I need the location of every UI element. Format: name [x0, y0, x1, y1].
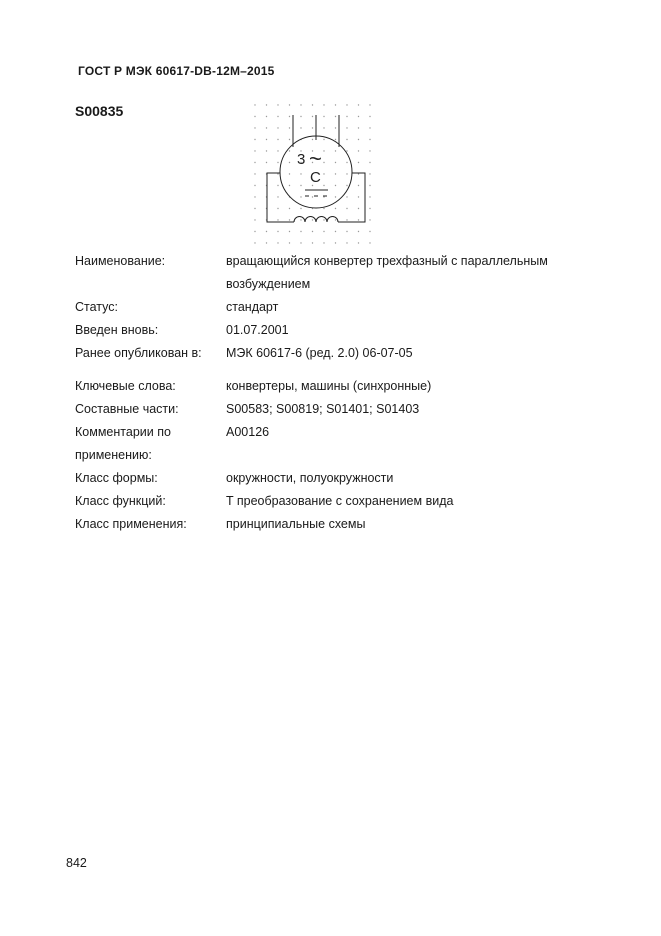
- grid-dot: [335, 104, 336, 105]
- grid-dot: [300, 104, 301, 105]
- grid-dot: [312, 139, 313, 140]
- grid-dot: [254, 139, 255, 140]
- grid-dot: [346, 104, 347, 105]
- field-value: окружности, полуокружности: [226, 471, 394, 485]
- field-value: T преобразование с сохранением вида: [226, 494, 454, 508]
- grid-dot: [266, 104, 267, 105]
- field-value: вращающийся конвертер трехфазный с параллельным возбуждением: [226, 254, 548, 291]
- grid-dot: [254, 185, 255, 186]
- field-value: МЭК 60617-6 (ред. 2.0) 06-07-05: [226, 346, 413, 360]
- grid-dot: [277, 231, 278, 232]
- section-spacer: [75, 365, 595, 375]
- grid-dot: [323, 116, 324, 117]
- grid-dot: [300, 196, 301, 197]
- grid-dot: [358, 162, 359, 163]
- grid-dot: [254, 127, 255, 128]
- grid-dot: [277, 162, 278, 163]
- grid-dot: [335, 231, 336, 232]
- grid-dot: [289, 139, 290, 140]
- grid-dot: [300, 116, 301, 117]
- grid-dot: [289, 185, 290, 186]
- grid-dot: [254, 162, 255, 163]
- grid-dot: [323, 104, 324, 105]
- grid-dot: [254, 231, 255, 232]
- field-label: Комментарии по применению:: [75, 425, 171, 462]
- grid-dot: [266, 162, 267, 163]
- grid-dot: [289, 127, 290, 128]
- grid-dot: [277, 185, 278, 186]
- grid-dot: [254, 116, 255, 117]
- grid-dot: [358, 219, 359, 220]
- grid-dot: [300, 242, 301, 243]
- grid-dot: [358, 208, 359, 209]
- field-value: S00583; S00819; S01401; S01403: [226, 402, 420, 416]
- grid-dot: [369, 231, 370, 232]
- grid-dot: [277, 173, 278, 174]
- grid-dot: [335, 150, 336, 151]
- grid-dot: [346, 196, 347, 197]
- grid-dot: [346, 219, 347, 220]
- field-label: Класс применения:: [75, 517, 187, 531]
- grid-dot: [358, 104, 359, 105]
- grid-dot: [312, 242, 313, 243]
- field-row-shape-class: [75, 467, 595, 490]
- grid-dot: [277, 139, 278, 140]
- grid-dot: [346, 208, 347, 209]
- grid-dot: [289, 242, 290, 243]
- field-row-status: [75, 296, 595, 319]
- grid-dot: [254, 150, 255, 151]
- field-row-application-notes: [75, 421, 595, 467]
- grid-dot: [289, 162, 290, 163]
- grid-dot: [266, 231, 267, 232]
- grid-dot: [277, 104, 278, 105]
- field-row-application-class: [75, 513, 595, 536]
- grid-dot: [358, 231, 359, 232]
- grid-dot: [369, 242, 370, 243]
- grid-dot: [289, 231, 290, 232]
- grid-dot: [289, 150, 290, 151]
- grid-dot: [335, 173, 336, 174]
- grid-dot: [335, 208, 336, 209]
- grid-dot: [300, 219, 301, 220]
- grid-dot: [369, 185, 370, 186]
- grid-dot: [369, 173, 370, 174]
- grid-dot: [335, 139, 336, 140]
- grid-dot: [358, 116, 359, 117]
- grid-dot: [254, 104, 255, 105]
- grid-dot: [369, 116, 370, 117]
- grid-dot: [369, 104, 370, 105]
- field-row-keywords: [75, 375, 595, 398]
- grid-dot: [335, 242, 336, 243]
- grid-dot: [266, 139, 267, 140]
- grid-dot: [335, 162, 336, 163]
- grid-dot: [346, 173, 347, 174]
- grid-dot: [369, 127, 370, 128]
- grid-dot: [369, 162, 370, 163]
- grid-dot: [300, 208, 301, 209]
- field-label: Класс формы:: [75, 471, 158, 485]
- grid-dot: [346, 127, 347, 128]
- grid-dot: [323, 162, 324, 163]
- grid-dot: [369, 208, 370, 209]
- grid-dot: [300, 185, 301, 186]
- grid-dot: [312, 219, 313, 220]
- grid-dot: [277, 242, 278, 243]
- grid-dot: [277, 116, 278, 117]
- grid-dot: [335, 196, 336, 197]
- grid-dot: [323, 208, 324, 209]
- field-label: Введен вновь:: [75, 323, 159, 337]
- attributes-table: [75, 250, 595, 536]
- grid-dot: [254, 208, 255, 209]
- grid-dot: [266, 127, 267, 128]
- field-row-name: [75, 250, 595, 296]
- grid-dot: [289, 173, 290, 174]
- ac-wave-label: ~: [309, 146, 322, 171]
- grid-dot: [300, 127, 301, 128]
- grid-dot: [266, 242, 267, 243]
- grid-dot: [335, 127, 336, 128]
- grid-dot: [266, 116, 267, 117]
- grid-dot: [277, 208, 278, 209]
- grid-dot: [266, 150, 267, 151]
- field-row-function-class: [75, 490, 595, 513]
- grid-dot: [323, 127, 324, 128]
- grid-dot: [346, 242, 347, 243]
- grid-dot: [369, 196, 370, 197]
- field-label: Класс функций:: [75, 494, 166, 508]
- field-row-components: [75, 398, 595, 421]
- grid-dot: [323, 196, 324, 197]
- field-row-previously-published: [75, 342, 595, 365]
- grid-dot: [254, 242, 255, 243]
- grid-dot: [312, 127, 313, 128]
- field-label: Статус:: [75, 300, 118, 314]
- field-label: Ранее опубликован в:: [75, 346, 202, 360]
- grid-dot: [254, 196, 255, 197]
- grid-dot: [358, 139, 359, 140]
- grid-dot: [312, 196, 313, 197]
- grid-dot: [254, 219, 255, 220]
- field-value: 01.07.2001: [226, 323, 289, 337]
- grid-dot: [369, 139, 370, 140]
- field-label: Ключевые слова:: [75, 379, 176, 393]
- grid-dot: [369, 219, 370, 220]
- grid-dot: [323, 231, 324, 232]
- phase-count-label: 3: [297, 151, 306, 168]
- grid-dot: [346, 139, 347, 140]
- grid-dot: [300, 231, 301, 232]
- grid-dot: [323, 185, 324, 186]
- field-label: Наименование:: [75, 254, 166, 268]
- grid-dot: [358, 127, 359, 128]
- grid-dot: [277, 150, 278, 151]
- field-label: Составные части:: [75, 402, 179, 416]
- grid-dot: [335, 219, 336, 220]
- grid-dot: [346, 185, 347, 186]
- grid-dot: [346, 231, 347, 232]
- grid-dot: [346, 116, 347, 117]
- grid-dot: [277, 219, 278, 220]
- symbol-code: S00835: [75, 103, 124, 119]
- grid-dot: [300, 173, 301, 174]
- grid-dot: [369, 150, 370, 151]
- grid-dot: [323, 219, 324, 220]
- grid-dot: [346, 150, 347, 151]
- grid-dot: [277, 127, 278, 128]
- document-header: ГОСТ Р МЭК 60617-DB-12M–2015: [78, 64, 275, 78]
- grid-dot: [358, 185, 359, 186]
- grid-dot: [289, 104, 290, 105]
- grid-dot: [277, 196, 278, 197]
- grid-dot: [312, 116, 313, 117]
- grid-dot: [346, 162, 347, 163]
- field-value: конвертеры, машины (синхронные): [226, 379, 432, 393]
- grid-dot: [312, 231, 313, 232]
- grid-dot: [335, 185, 336, 186]
- grid-dot: [312, 104, 313, 105]
- page-number: 842: [66, 856, 87, 870]
- field-value: A00126: [226, 425, 270, 439]
- grid-dot: [323, 173, 324, 174]
- grid-dot: [358, 196, 359, 197]
- grid-dot: [358, 173, 359, 174]
- grid-dot: [254, 173, 255, 174]
- field-value: стандарт: [226, 300, 279, 314]
- grid-dot: [335, 116, 336, 117]
- grid-dot: [289, 208, 290, 209]
- grid-dot: [323, 139, 324, 140]
- grid-dot: [358, 150, 359, 151]
- converter-letter-label: C: [310, 169, 321, 186]
- grid-dot: [289, 219, 290, 220]
- grid-dot: [323, 150, 324, 151]
- field-value: принципиальные схемы: [226, 517, 366, 531]
- grid-dot: [289, 116, 290, 117]
- grid-dot: [358, 242, 359, 243]
- converter-symbol-graphic: [250, 100, 380, 250]
- grid-dot: [323, 242, 324, 243]
- field-row-introduced: [75, 319, 595, 342]
